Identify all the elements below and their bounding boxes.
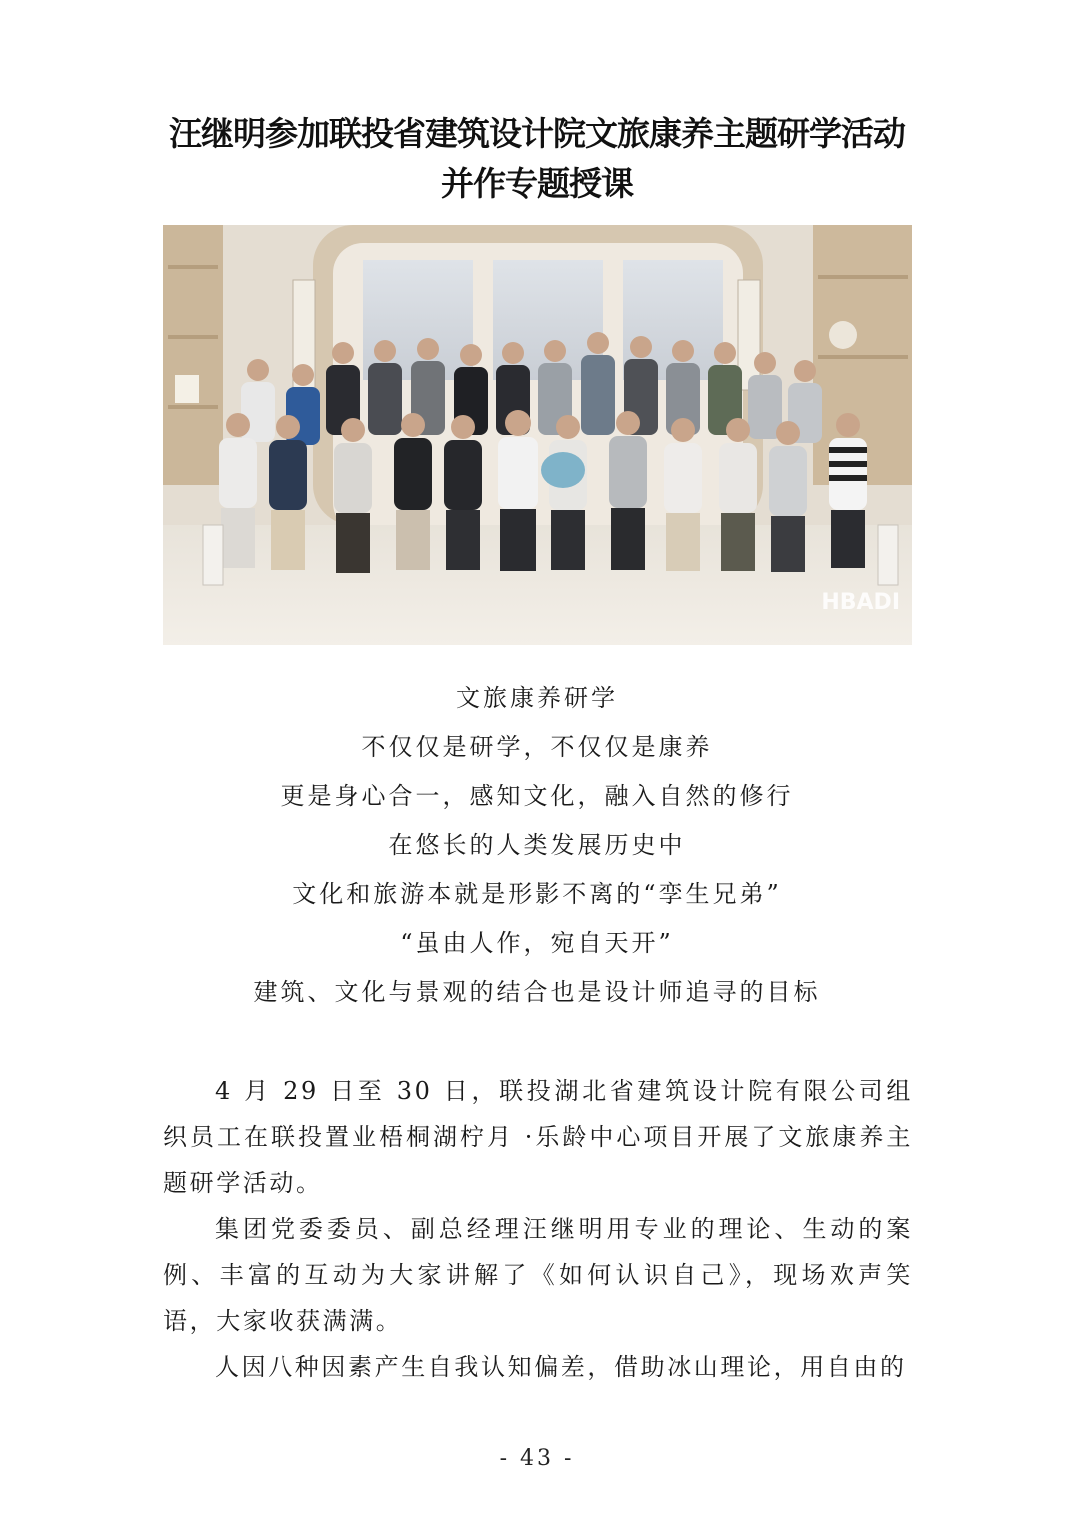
poem-line: “虽由人作，宛自天开” bbox=[400, 929, 674, 957]
poem-line: 在悠长的人类发展历史中 bbox=[388, 831, 686, 859]
poem-line: 不仅仅是研学，不仅仅是康养 bbox=[361, 733, 713, 761]
body-paragraph: 4 月 29 日至 30 日，联投湖北省建筑设计院有限公司组织员工在联投置业梧桐湖柠月 ·乐龄中心项目开展了文旅康养主题研学活动。 bbox=[163, 1077, 913, 1197]
group-photo bbox=[163, 225, 912, 645]
poem-line: 建筑、文化与景观的结合也是设计师追寻的目标 bbox=[253, 978, 821, 1006]
article-title-line-1: 汪继明参加联投省建筑设计院文旅康养主题研学活动 bbox=[169, 114, 905, 153]
body-paragraph: 集团党委委员、副总经理汪继明用专业的理论、生动的案例、丰富的互动为大家讲解了《如何认识自己》，现场欢声笑语，大家收获满满。 bbox=[163, 1215, 913, 1335]
article-title-line-2: 并作专题授课 bbox=[441, 164, 633, 203]
poem-line: 更是身心合一，感知文化，融入自然的修行 bbox=[280, 782, 794, 810]
poem-line: 文化和旅游本就是形影不离的“孪生兄弟” bbox=[292, 880, 782, 908]
poem-block bbox=[0, 680, 1074, 1023]
article-body bbox=[163, 1068, 913, 1390]
hbadi-watermark: HBADI bbox=[821, 590, 900, 615]
page-number: - 43 - bbox=[499, 1446, 575, 1471]
body-paragraph: 人因八种因素产生自我认知偏差，借助冰山理论，用自由的 bbox=[215, 1353, 907, 1381]
poem-line: 文旅康养研学 bbox=[456, 684, 618, 712]
